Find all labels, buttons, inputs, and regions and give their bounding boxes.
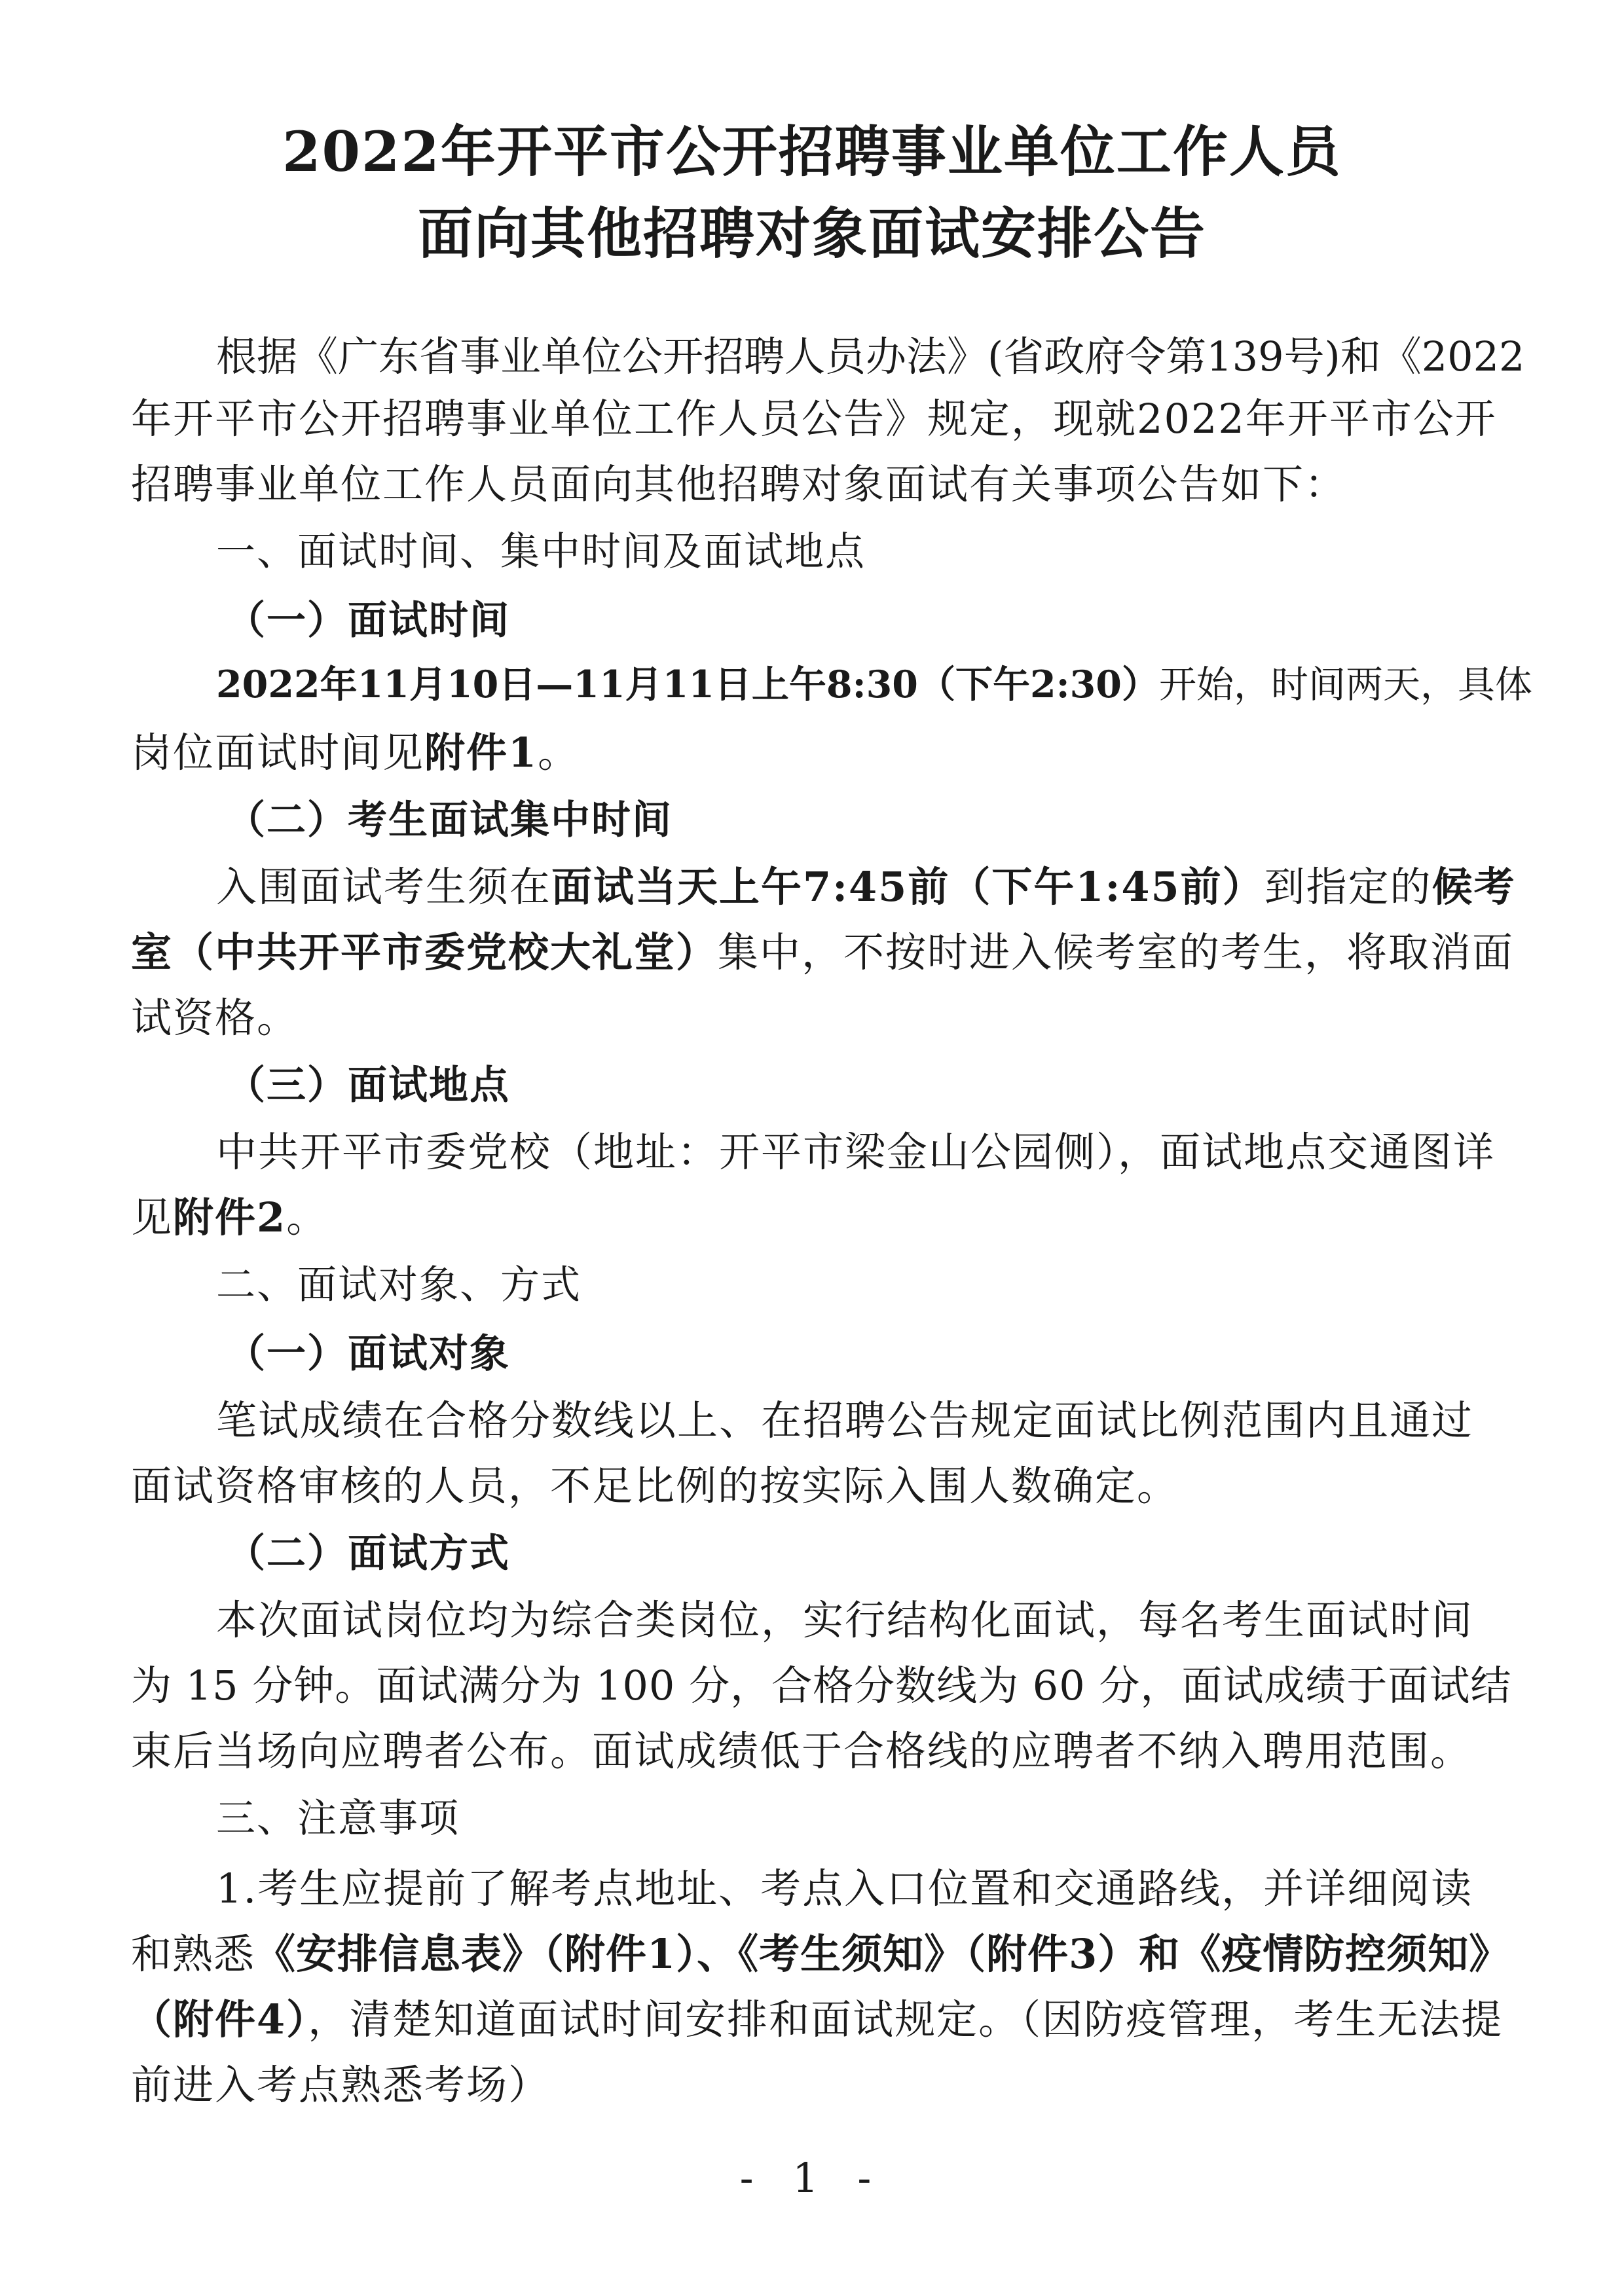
section-1-3-line-1: 中共开平市委党校（地址：开平市梁金山公园侧），面试地点交通图详 [216, 1128, 1496, 1176]
section-1-3-line-2: 见附件2。 [131, 1194, 329, 1241]
section-1-heading: 一、面试时间、集中时间及面试地点 [216, 529, 866, 575]
section-2-1-line-2: 面试资格审核的人员，不足比例的按实际入围人数确定。 [131, 1462, 1179, 1510]
intro-line-2: 年开平市公开招聘事业单位工作人员公告》规定，现就2022年开平市公开 [131, 395, 1497, 443]
section-3-item-1-line-2: 和熟悉《安排信息表》（附件1）、《考生须知》（附件3）和《疫情防控须知》 [131, 1930, 1511, 1978]
section-1-1-line-1: 2022年11月10日—11月11日上午8:30（下午2:30）开始，时间两天，具体 [216, 663, 1532, 706]
intro-line-3: 招聘事业单位工作人员面向其他招聘对象面试有关事项公告如下： [131, 460, 1347, 508]
attachment-2-ref: 附件2 [173, 1194, 287, 1241]
document-title-line-2: 面向其他招聘对象面试安排公告 [417, 201, 1206, 266]
section-3-item-1-line-1: 1.考生应提前了解考点地址、考点入口位置和交通路线，并详细阅读 [216, 1865, 1473, 1912]
section-1-2-heading: （二）考生面试集中时间 [226, 797, 673, 843]
section-1-2-line-1: 入围面试考生须在面试当天上午7:45前（下午1:45前）到指定的候考 [216, 863, 1516, 911]
section-1-2-line-3: 试资格。 [131, 994, 299, 1042]
section-2-2-line-1: 本次面试岗位均为综合类岗位，实行结构化面试，每名考生面试时间 [216, 1596, 1474, 1644]
section-2-2-heading: （二）面试方式 [226, 1531, 510, 1576]
document-title-line-1: 2022年开平市公开招聘事业单位工作人员 [282, 119, 1342, 184]
section-1-3-heading: （三）面试地点 [226, 1063, 510, 1108]
section-2-1-line-1: 笔试成绩在合格分数线以上、在招聘公告规定面试比例范围内且通过 [216, 1396, 1474, 1444]
section-3-item-1-line-3: （附件4），清楚知道面试时间安排和面试规定。（因防疫管理，考生无法提 [131, 1995, 1504, 2043]
section-2-2-line-3: 束后当场向应聘者公布。面试成绩低于合格线的应聘者不纳入聘用范围。 [131, 1727, 1473, 1775]
section-1-2-line-2: 室（中共开平市委党校大礼堂）集中，不按时进入候考室的考生，将取消面 [131, 928, 1515, 976]
waiting-room: 室（中共开平市委党校大礼堂） [131, 928, 718, 976]
interview-date-time: 2022年11月10日—11月11日上午8:30（下午2:30） [216, 663, 1159, 706]
section-1-1-heading: （一）面试时间 [226, 598, 510, 644]
attachment-1-ref: 附件1 [424, 729, 538, 776]
attachment-4-ref: （附件4） [131, 1995, 308, 2043]
intro-line-1: 根据《广东省事业单位公开招聘人员办法》(省政府令第139号)和《2022 [216, 333, 1525, 380]
section-2-1-heading: （一）面试对象 [226, 1331, 510, 1377]
section-3-item-1-line-4: 前进入考点熟悉考场） [131, 2061, 551, 2109]
gather-time: 面试当天上午7:45前（下午1:45前） [551, 863, 1264, 911]
page-number: - 1 - [739, 2154, 885, 2202]
section-2-2-line-2: 为 15 分钟。面试满分为 100 分，合格分数线为 60 分，面试成绩于面试结 [131, 1662, 1512, 1709]
section-2-heading: 二、面试对象、方式 [216, 1262, 581, 1308]
section-1-1-line-2: 岗位面试时间见附件1。 [131, 729, 580, 776]
section-3-heading: 三、注意事项 [216, 1796, 460, 1842]
attachments-ref: 《安排信息表》（附件1）、《考生须知》（附件3）和《疫情防控须知》 [255, 1930, 1511, 1978]
